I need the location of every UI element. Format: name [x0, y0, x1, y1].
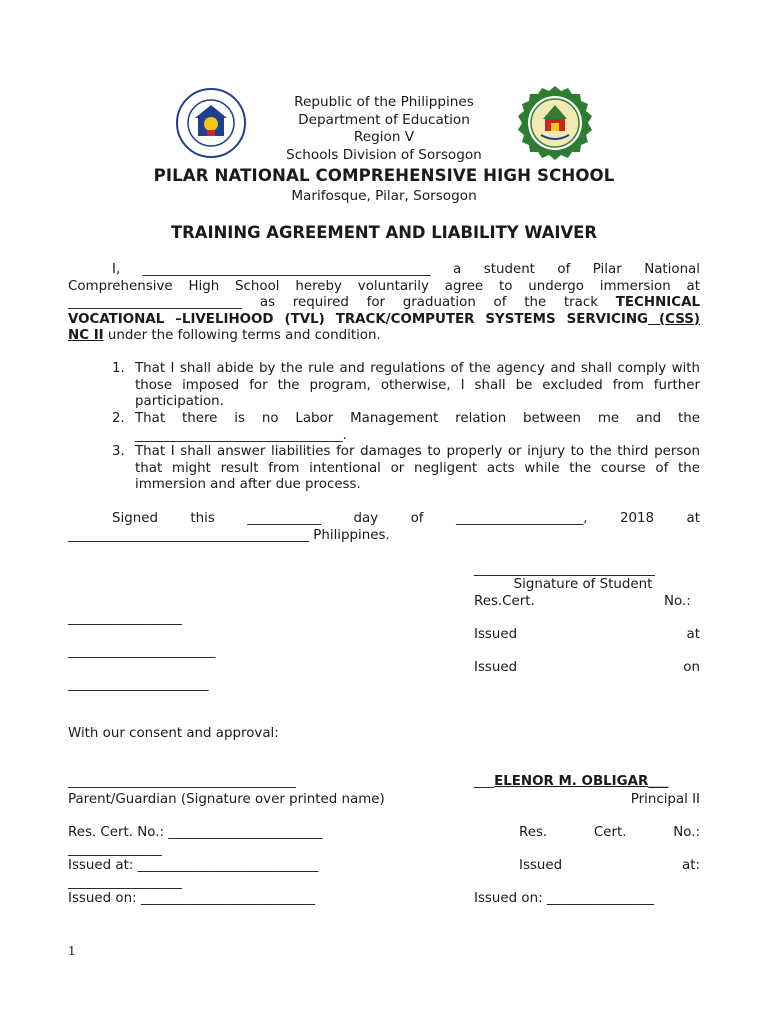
term-number: 3. — [112, 444, 125, 459]
parent-signature-line: __________________________________ — [68, 774, 296, 789]
student-issued-at-blank: ______________________ — [68, 644, 216, 659]
principal-issued-at — [519, 858, 700, 873]
principal-issued-at-label: Issued at: — [519, 858, 700, 873]
student-issued-at-label: Issued at — [474, 627, 700, 642]
term-text: That I shall answer liabilities for damages to properly or injury to the third person that might result from intentional or negligent acts while the course of the immersion and after due process. — [135, 444, 700, 492]
student-issued-at — [474, 627, 700, 642]
principal-title: Principal II — [630, 792, 700, 807]
school-name: PILAR NATIONAL COMPREHENSIVE HIGH SCHOOL — [153, 166, 615, 185]
principal-name-text: ELENOR M. OBLIGAR — [494, 774, 649, 789]
intro-line-4 — [68, 312, 700, 329]
intro-line-2: Comprehensive High School hereby voluntarily agree to undergo immersion at — [68, 278, 700, 294]
consent-label: With our consent and approval: — [68, 726, 279, 741]
header-republic: Republic of the Philippines — [294, 94, 474, 110]
track-technical: TECHNICAL — [615, 295, 700, 310]
header-division: Schools Division of Sorsogon — [286, 146, 482, 163]
student-res-cert-label: Res.Cert. No.: — [474, 594, 691, 609]
principal-issued-on: Issued on: ________________ — [474, 891, 654, 906]
student-res-cert — [474, 594, 700, 609]
intro-line-5 — [68, 328, 700, 345]
parent-res-cert: Res. Cert. No.: _______________________ — [68, 825, 323, 840]
school-address: Marifosque, Pilar, Sorsogon — [291, 188, 477, 204]
term-text: That there is no Labor Management relation between me and the _______________________________. — [135, 411, 700, 443]
parent-signature-label: Parent/Guardian (Signature over printed name) — [68, 792, 385, 807]
page-number: 1 — [68, 944, 76, 958]
principal-name-post: ___ — [648, 774, 669, 789]
intro-line-1: I, ___________________________________________ a student of Pilar National — [112, 262, 700, 277]
signed-line-2: ____________________________________ Philippines. — [68, 527, 390, 543]
signed-paragraph — [68, 511, 700, 544]
track-css: (CSS) — [648, 311, 701, 327]
principal-res-cert — [519, 825, 700, 840]
term-number: 2. — [112, 411, 125, 426]
term-text: That I shall abide by the rule and regulations of the agency and shall comply with those imposed for the program, otherwise, I shall be excluded from further participation. — [135, 361, 700, 409]
student-signature-line: ___________________________ — [474, 562, 655, 577]
header-department: Department of Education — [298, 111, 470, 128]
student-signature-label: Signature of Student — [513, 577, 653, 592]
parent-issued-on: Issued on: __________________________ — [68, 891, 315, 906]
principal-res-cert-label: Res. Cert. No.: — [519, 825, 700, 840]
term-item-3 — [112, 444, 700, 494]
principal-name — [474, 774, 668, 789]
intro-paragraph — [68, 262, 700, 345]
document-title: TRAINING AGREEMENT AND LIABILITY WAIVER — [170, 223, 597, 242]
student-issued-on-label: Issued on — [474, 660, 700, 675]
track-nc: NC II — [68, 328, 104, 343]
header-region: Region V — [353, 129, 415, 145]
intro-line-5-text: under the following terms and condition. — [103, 328, 381, 343]
parent-issued-at-cont: _________________ — [68, 875, 182, 890]
intro-line-3-text: __________________________ as required for graduation of the track — [68, 295, 616, 310]
student-issued-on — [474, 660, 700, 675]
student-issued-on-blank: _____________________ — [68, 677, 209, 692]
track-name: VOCATIONAL –LIVELIHOOD (TVL) TRACK/COMPUTER SYSTEMS SERVICING — [68, 311, 649, 327]
parent-issued-at: Issued at: ___________________________ — [68, 858, 319, 873]
term-number: 1. — [112, 361, 125, 376]
term-item-2 — [112, 411, 700, 444]
signed-line-1: Signed this ___________ day of ___________________, 2018 at — [112, 511, 700, 526]
term-item-1 — [112, 361, 700, 411]
principal-name-pre: ___ — [474, 774, 495, 789]
intro-line-3 — [68, 295, 700, 312]
school-seal-logo — [517, 85, 593, 161]
student-res-cert-blank: _________________ — [68, 611, 182, 626]
parent-res-cert-cont: ______________ — [68, 842, 162, 857]
